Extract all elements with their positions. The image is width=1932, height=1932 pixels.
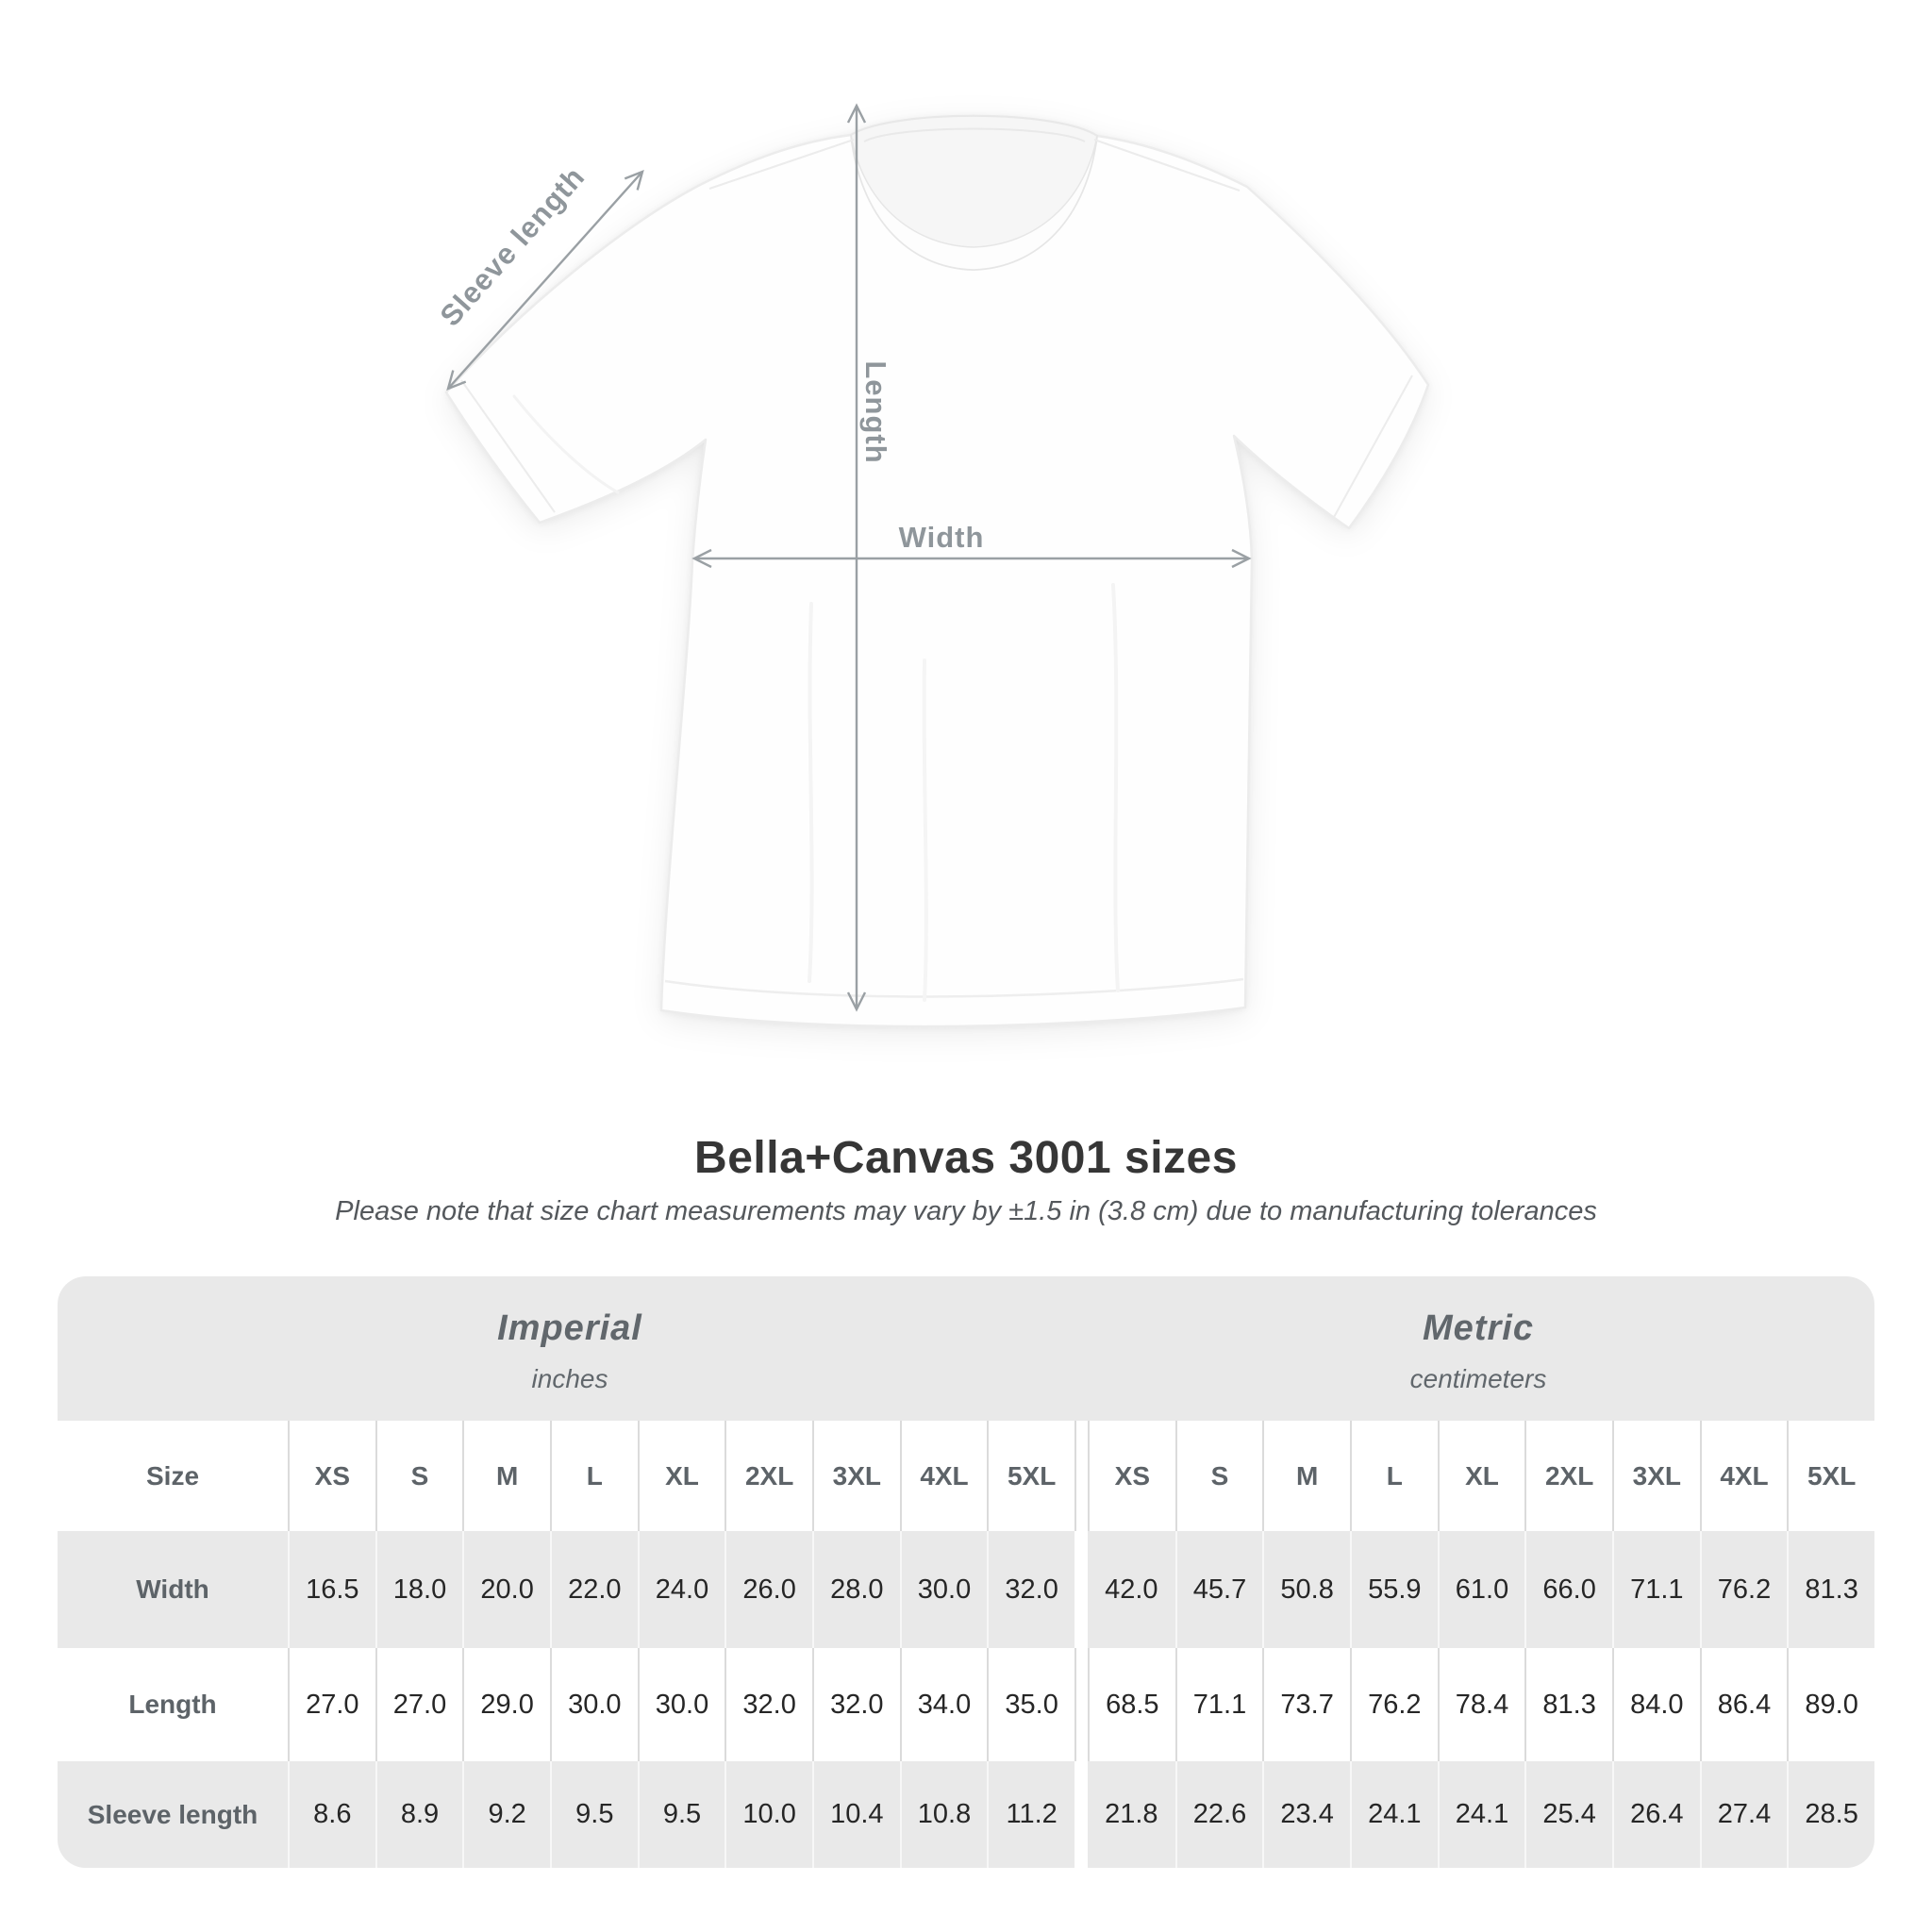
table-cell: 30.0 — [900, 1531, 988, 1648]
size-header: 4XL — [900, 1421, 988, 1531]
size-header: S — [1175, 1421, 1263, 1531]
table-cell: 18.0 — [375, 1531, 463, 1648]
table-cell: 29.0 — [462, 1648, 550, 1761]
table-cell: 9.5 — [638, 1761, 725, 1868]
section-gap — [1074, 1648, 1088, 1761]
table-cell: 26.4 — [1612, 1761, 1700, 1868]
table-cell: 76.2 — [1350, 1648, 1438, 1761]
table-cell: 30.0 — [550, 1648, 638, 1761]
table-cell: 22.6 — [1175, 1761, 1263, 1868]
metric-section-header — [1082, 1276, 1874, 1421]
imperial-unit: inches — [531, 1364, 608, 1393]
size-header: XS — [1088, 1421, 1175, 1531]
table-cell: 30.0 — [638, 1648, 725, 1761]
table-cell: 81.3 — [1787, 1531, 1874, 1648]
tshirt-image — [446, 116, 1428, 1026]
size-header: S — [375, 1421, 463, 1531]
size-header: 5XL — [987, 1421, 1074, 1531]
table-cell: 16.5 — [288, 1531, 375, 1648]
table-cell: 10.0 — [724, 1761, 812, 1868]
table-cell: 45.7 — [1175, 1531, 1263, 1648]
table-cell: 20.0 — [462, 1531, 550, 1648]
table-cell: 11.2 — [987, 1761, 1074, 1868]
page-subtitle: Please note that size chart measurements may vary by ±1.5 in (3.8 cm) due to manufacturing tolerances — [335, 1196, 1597, 1226]
table-cell: 32.0 — [724, 1648, 812, 1761]
row-label-width: Width — [58, 1531, 288, 1648]
table-header-band — [58, 1276, 1874, 1421]
size-header: M — [1262, 1421, 1350, 1531]
size-header: 4XL — [1700, 1421, 1788, 1531]
size-header: 2XL — [1524, 1421, 1612, 1531]
size-header: L — [550, 1421, 638, 1531]
table-cell: 61.0 — [1438, 1531, 1525, 1648]
page-title: Bella+Canvas 3001 sizes — [694, 1133, 1238, 1183]
table-cell: 21.8 — [1088, 1761, 1175, 1868]
table-cell: 9.5 — [550, 1761, 638, 1868]
size-header: XL — [1438, 1421, 1525, 1531]
table-cell: 71.1 — [1612, 1531, 1700, 1648]
table-cell: 26.0 — [724, 1531, 812, 1648]
table-cell: 89.0 — [1787, 1648, 1874, 1761]
section-gap — [1074, 1421, 1088, 1531]
table-cell: 55.9 — [1350, 1531, 1438, 1648]
table-cell: 24.1 — [1438, 1761, 1525, 1868]
size-header: 3XL — [812, 1421, 900, 1531]
table-cell: 28.0 — [812, 1531, 900, 1648]
table-cell: 25.4 — [1524, 1761, 1612, 1868]
table-cell: 73.7 — [1262, 1648, 1350, 1761]
size-header: 3XL — [1612, 1421, 1700, 1531]
row-label-sleeve-length: Sleeve length — [58, 1761, 288, 1868]
table-cell: 50.8 — [1262, 1531, 1350, 1648]
size-header: M — [462, 1421, 550, 1531]
table-cell: 71.1 — [1175, 1648, 1263, 1761]
table-cell: 66.0 — [1524, 1531, 1612, 1648]
table-cell: 27.4 — [1700, 1761, 1788, 1868]
table-cell: 32.0 — [987, 1531, 1074, 1648]
table-cell: 8.9 — [375, 1761, 463, 1868]
width-label: Width — [898, 521, 985, 554]
table-cell: 28.5 — [1787, 1761, 1874, 1868]
size-header: XL — [638, 1421, 725, 1531]
section-gap — [1074, 1761, 1088, 1868]
table-cell: 81.3 — [1524, 1648, 1612, 1761]
table-cell: 10.4 — [812, 1761, 900, 1868]
size-header: 5XL — [1787, 1421, 1874, 1531]
table-cell: 86.4 — [1700, 1648, 1788, 1761]
table-cell: 9.2 — [462, 1761, 550, 1868]
table-cell: 27.0 — [288, 1648, 375, 1761]
imperial-title: Imperial — [497, 1308, 642, 1348]
table-cell: 34.0 — [900, 1648, 988, 1761]
length-label: Length — [859, 360, 892, 464]
size-table — [58, 1276, 1874, 1868]
table-cell: 24.0 — [638, 1531, 725, 1648]
size-header: 2XL — [724, 1421, 812, 1531]
table-cell: 22.0 — [550, 1531, 638, 1648]
table-cell: 35.0 — [987, 1648, 1074, 1761]
table-cell: 10.8 — [900, 1761, 988, 1868]
imperial-section-header — [58, 1276, 1082, 1421]
table-cell: 84.0 — [1612, 1648, 1700, 1761]
metric-title: Metric — [1423, 1308, 1534, 1348]
table-cell: 23.4 — [1262, 1761, 1350, 1868]
table-cell: 78.4 — [1438, 1648, 1525, 1761]
row-label-length: Length — [128, 1690, 217, 1719]
table-cell: 8.6 — [288, 1761, 375, 1868]
metric-unit: centimeters — [1409, 1364, 1547, 1393]
table-cell: 68.5 — [1088, 1648, 1175, 1761]
table-cell: 32.0 — [812, 1648, 900, 1761]
sleeve-length-label: Sleeve length — [433, 159, 591, 333]
size-header: XS — [288, 1421, 375, 1531]
table-cell: 42.0 — [1088, 1531, 1175, 1648]
section-gap — [1074, 1531, 1088, 1648]
table-cell: 76.2 — [1700, 1531, 1788, 1648]
table-cell: 27.0 — [375, 1648, 463, 1761]
size-header: L — [1350, 1421, 1438, 1531]
size-column-label: Size — [145, 1460, 200, 1491]
table-cell: 24.1 — [1350, 1761, 1438, 1868]
